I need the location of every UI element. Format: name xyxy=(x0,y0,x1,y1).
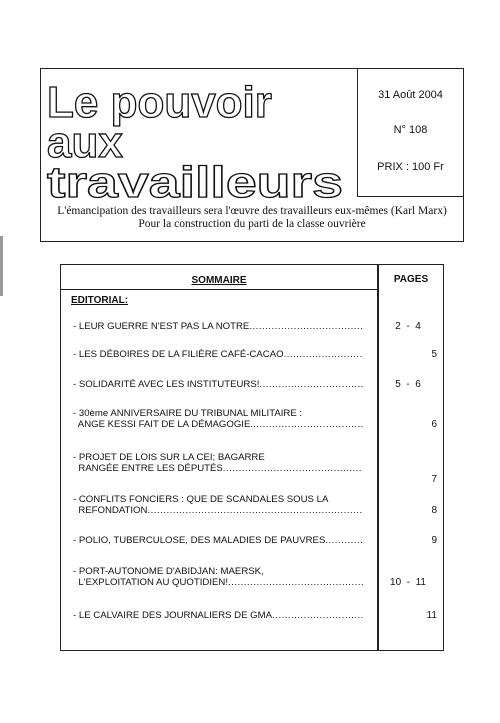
toc-entry-title: RANGÉE ENTRE LES DÉPUTÉS xyxy=(73,463,223,474)
issue-number: N° 108 xyxy=(393,124,428,136)
leader-dots xyxy=(284,349,363,360)
leader-dots xyxy=(253,419,363,430)
toc-entry-pages: 7 xyxy=(431,474,437,485)
toc-entry-title: L'EXPLOITATION AU QUOTIDIEN! xyxy=(73,577,229,588)
pages-heading: PAGES xyxy=(393,274,429,285)
toc-entry-line xyxy=(73,452,363,463)
toc-entry-line xyxy=(73,379,363,390)
toc-entry-title: - PROJET DE LOIS SUR LA CEI; BAGARRE xyxy=(73,452,265,463)
toc-entry-line xyxy=(73,505,363,516)
toc-entry-line xyxy=(73,535,363,546)
leader-dots xyxy=(223,463,363,474)
masthead xyxy=(40,68,464,242)
toc-entry-line xyxy=(73,419,363,430)
toc-entry-pages: 8 xyxy=(431,505,437,516)
toc-entry xyxy=(73,321,363,332)
toc-entry xyxy=(73,610,363,621)
toc-entry-line xyxy=(73,321,363,332)
toc-entry-line xyxy=(73,408,363,419)
toc-entry-line xyxy=(73,577,363,588)
toc-entry xyxy=(73,452,363,474)
toc-entry-title: - PORT-AUTONOME D'ABIDJAN: MAERSK, xyxy=(73,566,264,577)
toc-entry-pages: 9 xyxy=(431,535,437,546)
toc-entry-line xyxy=(73,566,363,577)
toc-entry xyxy=(73,349,363,360)
toc-entry-pages: 11 xyxy=(426,610,437,621)
section-editorial: EDITORIAL: xyxy=(71,295,129,306)
table-of-contents xyxy=(60,264,444,651)
logo-line-1: Le pouvoir xyxy=(47,78,272,127)
toc-entry-pages: 5 xyxy=(431,349,437,360)
logo-line-2: aux xyxy=(47,118,123,167)
scan-margin-mark xyxy=(0,236,3,296)
leader-dots xyxy=(147,505,363,516)
issue-date: 31 Août 2004 xyxy=(378,89,443,101)
tagline xyxy=(41,205,463,231)
newspaper-logo xyxy=(47,77,347,207)
toc-entry xyxy=(73,494,363,516)
toc-entry-title: - POLIO, TUBERCULOSE, DES MALADIES DE PAUVRES xyxy=(73,535,326,546)
toc-entry xyxy=(73,379,363,390)
toc-entry xyxy=(73,535,363,546)
tagline-line-2: Pour la construction du parti de la classe ouvrière xyxy=(138,218,366,230)
toc-entry-line xyxy=(73,463,363,474)
toc-entry-line xyxy=(73,494,363,505)
toc-entry-pages: 5 - 6 xyxy=(395,379,421,390)
leader-dots xyxy=(259,379,363,390)
toc-entry xyxy=(73,408,363,430)
toc-entry-title: - CONFLITS FONCIERS : QUE DE SCANDALES SOUS LA xyxy=(73,494,329,505)
leader-dots xyxy=(249,321,363,332)
toc-entry-pages: 6 xyxy=(431,419,437,430)
toc-entry-title: - LES DÉBOIRES DE LA FILIÈRE CAFÉ-CACAO xyxy=(73,349,284,360)
toc-entry xyxy=(73,566,363,588)
toc-entry-title: ANGE KESSI FAIT DE LA DÉMAGOGIE. xyxy=(73,419,254,430)
issue-price: PRIX : 100 Fr xyxy=(377,161,444,173)
toc-entry-title: - SOLIDARITÉ AVEC LES INSTITUTEURS! xyxy=(73,379,260,390)
toc-entry-title: - LEUR GUERRE N'EST PAS LA NOTRE xyxy=(73,321,250,332)
leader-dots xyxy=(272,610,363,621)
tagline-line-1: L'émancipation des travailleurs sera l'œuvre des travailleurs eux-mêmes (Karl Marx) xyxy=(57,205,447,217)
toc-entry-pages: 10 - 11 xyxy=(390,577,426,588)
heading-rule xyxy=(61,289,377,290)
issue-info-box xyxy=(357,69,463,197)
toc-entry-title: - 30ème ANNIVERSAIRE DU TRIBUNAL MILITAIRE : xyxy=(73,408,303,419)
toc-entry-line xyxy=(73,610,363,621)
leader-dots xyxy=(325,535,363,546)
toc-heading: SOMMAIRE xyxy=(191,275,247,286)
logo-line-3: travailleurs xyxy=(47,158,343,207)
leader-dots xyxy=(228,577,363,588)
toc-entry-title: - LE CALVAIRE DES JOURNALIERS DE GMA xyxy=(73,610,273,621)
toc-entry-title: REFONDATION xyxy=(73,505,148,516)
toc-entry-line xyxy=(73,349,363,360)
toc-entry-pages: 2 - 4 xyxy=(395,321,421,332)
